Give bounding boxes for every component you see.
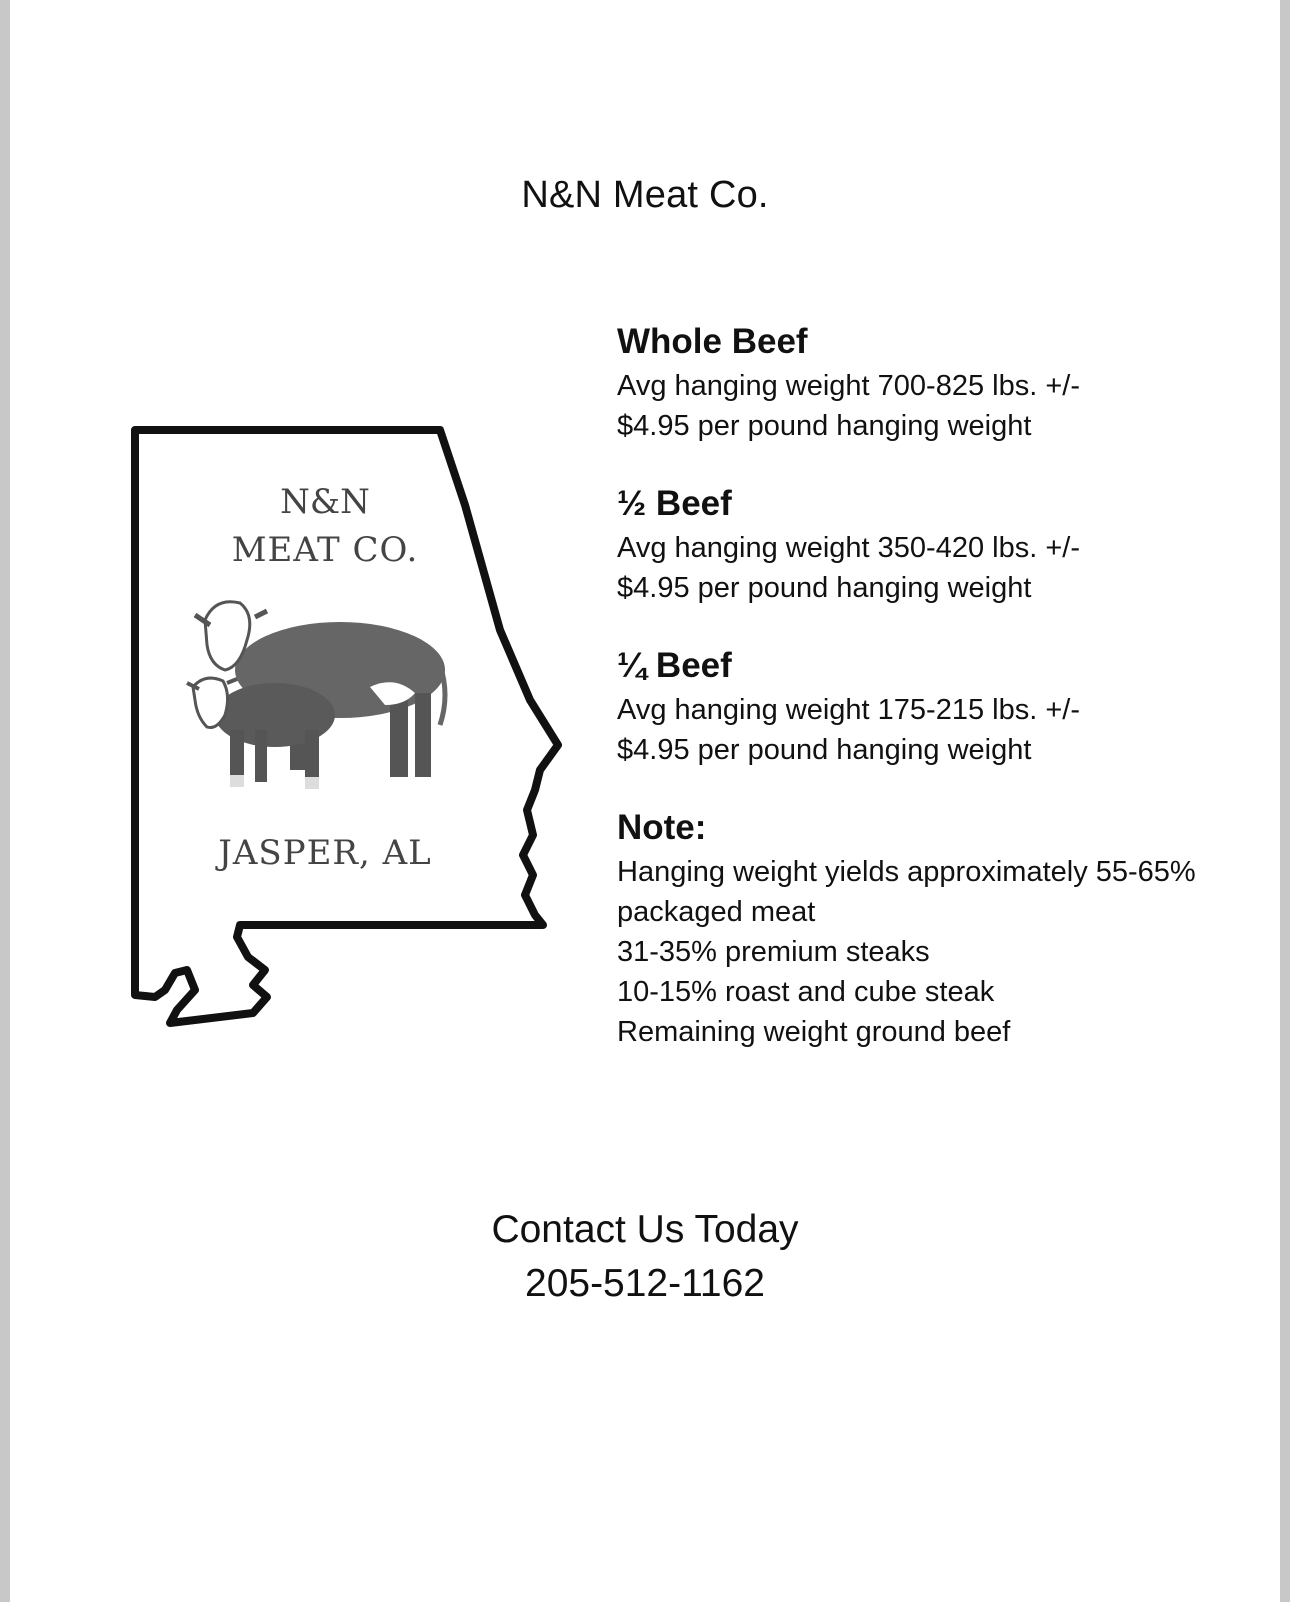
logo-name-line2: MEAT CO. — [231, 530, 419, 570]
note-line: Remaining weight ground beef — [617, 1016, 1011, 1048]
contact-heading: Contact Us Today — [491, 1208, 799, 1251]
half-beef-section — [617, 480, 1257, 608]
price-line: $4.95 per pound hanging weight — [617, 734, 1032, 766]
section-heading: Whole Beef — [617, 322, 808, 361]
quarter-beef-section — [617, 642, 1257, 770]
calf-icon — [187, 678, 335, 789]
pricing-list — [617, 318, 1257, 1086]
whole-beef-section — [617, 318, 1257, 446]
company-logo — [115, 425, 585, 1060]
weight-line: Avg hanging weight 350-420 lbs. +/- — [617, 532, 1080, 564]
weight-line: Avg hanging weight 700-825 lbs. +/- — [617, 370, 1080, 402]
logo-name-line1: N&N — [280, 482, 370, 522]
page-title: N&N Meat Co. — [521, 174, 769, 216]
section-heading: ½ Beef — [617, 484, 732, 523]
note-line: Hanging weight yields approximately 55-65% — [617, 856, 1196, 888]
note-line: 10-15% roast and cube steak — [617, 976, 995, 1008]
contact-block — [10, 1203, 1280, 1311]
note-line: 31-35% premium steaks — [617, 936, 930, 968]
document-page — [10, 0, 1280, 1602]
weight-line: Avg hanging weight 175-215 lbs. +/- — [617, 694, 1080, 726]
note-heading: Note: — [617, 808, 707, 847]
section-heading: ¼ Beef — [617, 646, 732, 685]
phone-number: 205-512-1162 — [525, 1262, 765, 1305]
price-line: $4.95 per pound hanging weight — [617, 410, 1032, 442]
note-line: packaged meat — [617, 896, 816, 928]
note-section — [617, 804, 1257, 1052]
price-line: $4.95 per pound hanging weight — [617, 572, 1032, 604]
logo-city: JASPER, AL — [218, 833, 432, 873]
